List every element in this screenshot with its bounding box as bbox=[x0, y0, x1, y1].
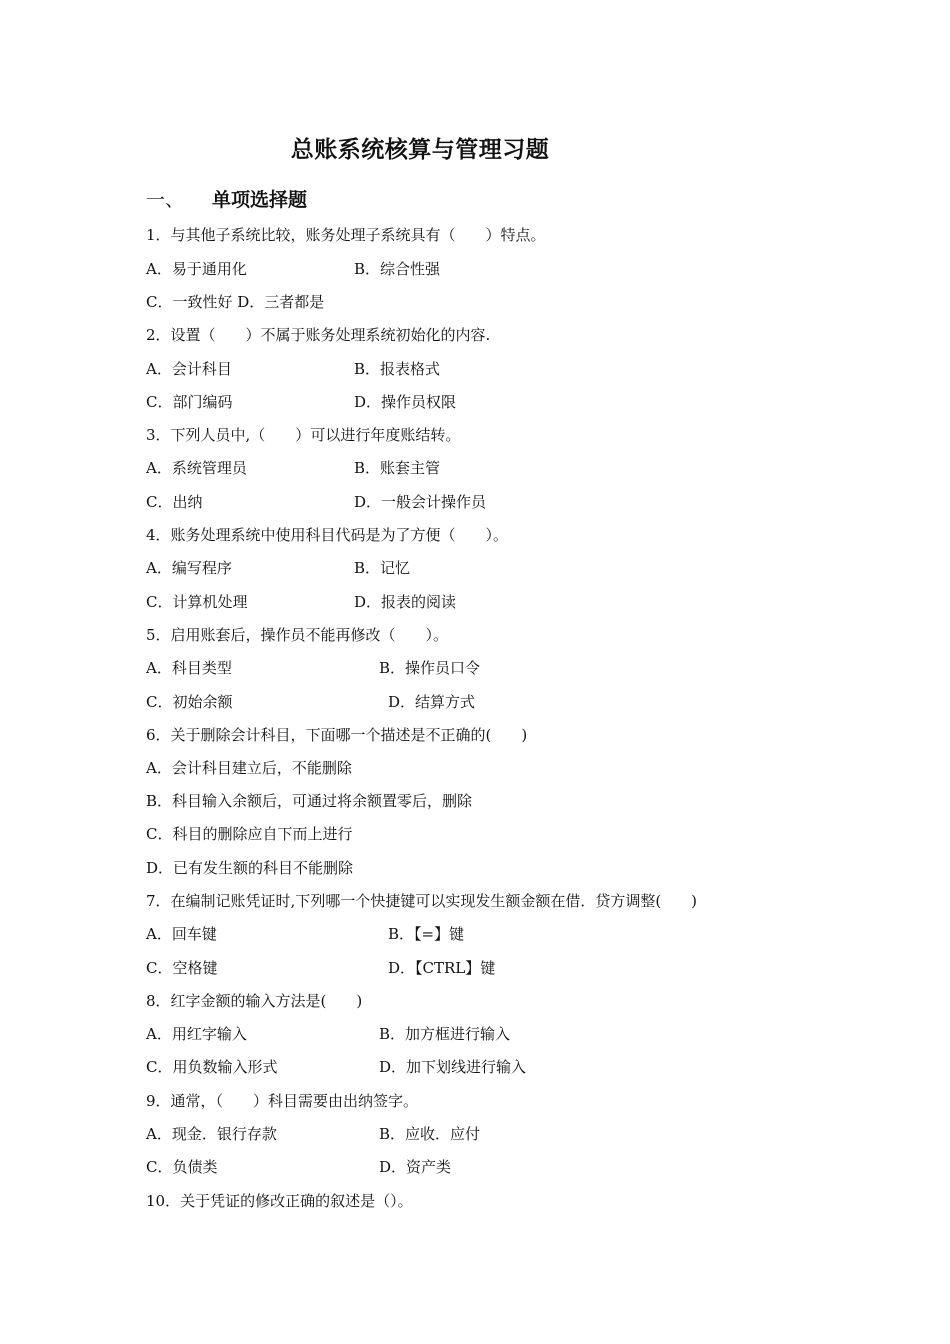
question-8-option-a: A．用红字输入 bbox=[146, 1025, 247, 1043]
question-7-option-a: A．回车键 bbox=[146, 925, 217, 943]
section-heading bbox=[146, 186, 307, 214]
page-title: 总账系统核算与管理习题 bbox=[290, 137, 550, 163]
section-title: 单项选择题 bbox=[212, 189, 308, 211]
question-4-stem: 4．账务处理系统中使用科目代码是为了方便（ ）。 bbox=[146, 526, 509, 544]
question-9-options-row-2 bbox=[146, 1155, 451, 1179]
question-7-option-d: D．【CTRL】键 bbox=[388, 959, 496, 977]
question-7-options-row-1 bbox=[146, 922, 464, 946]
question-7-options-row-2 bbox=[146, 956, 495, 980]
question-5-option-a: A．科目类型 bbox=[146, 659, 232, 677]
question-9-option-a: A．现金．银行存款 bbox=[146, 1125, 277, 1143]
question-8-option-c: C．用负数输入形式 bbox=[146, 1058, 278, 1076]
question-1-option-b: B．综合性强 bbox=[354, 260, 441, 278]
question-1-stem: 1．与其他子系统比较，账务处理子系统具有（ ）特点。 bbox=[146, 226, 546, 244]
question-8-option-d: D．加下划线进行输入 bbox=[379, 1058, 527, 1076]
question-4-options-row-2 bbox=[146, 590, 456, 614]
question-4-options-row-1 bbox=[146, 556, 410, 580]
question-5-option-c: C．初始余额 bbox=[146, 693, 233, 711]
question-8-options-row-1 bbox=[146, 1022, 510, 1046]
question-3-options-row-2 bbox=[146, 490, 486, 514]
question-5-options-row-1 bbox=[146, 656, 480, 680]
question-3-option-b: B．账套主管 bbox=[354, 459, 441, 477]
question-3-option-a: A．系统管理员 bbox=[146, 459, 247, 477]
question-3-option-c: C．出纳 bbox=[146, 493, 203, 511]
question-2-stem: 2．设置（ ）不属于账务处理系统初始化的内容. bbox=[146, 326, 491, 344]
question-2-option-a: A．会计科目 bbox=[146, 360, 232, 378]
section-number: 一、 bbox=[146, 189, 185, 211]
question-7-stem: 7．在编制记账凭证时,下列哪一个快捷键可以实现发生额金额在借．贷方调整( ) bbox=[146, 892, 698, 910]
question-6-stem: 6．关于删除会计科目，下面哪一个描述是不正确的( ) bbox=[146, 726, 528, 744]
question-6-option-d: D．已有发生额的科目不能删除 bbox=[146, 859, 354, 877]
question-6-option-a: A．会计科目建立后，不能删除 bbox=[146, 759, 352, 777]
question-2-option-c: C．部门编码 bbox=[146, 393, 233, 411]
question-1-option-cd: C．一致性好 D．三者都是 bbox=[146, 293, 325, 311]
question-1-option-a: A．易于通用化 bbox=[146, 260, 247, 278]
question-4-option-c: C．计算机处理 bbox=[146, 593, 248, 611]
question-8-stem: 8．红字金额的输入方法是( ) bbox=[146, 992, 363, 1010]
question-5-stem: 5．启用账套后，操作员不能再修改（ ）。 bbox=[146, 626, 449, 644]
question-10-stem: 10．关于凭证的修改正确的叙述是（）。 bbox=[146, 1192, 413, 1210]
question-2-options-row-1 bbox=[146, 357, 440, 381]
question-7-option-c: C．空格键 bbox=[146, 959, 218, 977]
question-2-options-row-2 bbox=[146, 390, 456, 414]
question-2-option-d: D．操作员权限 bbox=[354, 393, 457, 411]
question-9-option-c: C．负债类 bbox=[146, 1158, 218, 1176]
question-2-option-b: B．报表格式 bbox=[354, 360, 441, 378]
question-9-options-row-1 bbox=[146, 1122, 480, 1146]
question-4-option-b: B．记忆 bbox=[354, 559, 411, 577]
question-3-stem: 3．下列人员中,（ ）可以进行年度账结转。 bbox=[146, 426, 461, 444]
question-9-option-d: D．资产类 bbox=[379, 1158, 452, 1176]
question-8-option-b: B．加方框进行输入 bbox=[379, 1025, 511, 1043]
question-5-options-row-2 bbox=[146, 690, 475, 714]
question-1-options-row-2 bbox=[146, 290, 324, 314]
question-3-options-row-1 bbox=[146, 456, 440, 480]
question-7-option-b: B．【=】键 bbox=[388, 925, 465, 943]
question-1-options-row-1 bbox=[146, 257, 440, 281]
question-5-option-d: D．结算方式 bbox=[388, 693, 476, 711]
question-9-option-b: B．应收．应付 bbox=[379, 1125, 481, 1143]
question-5-option-b: B．操作员口令 bbox=[379, 659, 481, 677]
question-8-options-row-2 bbox=[146, 1055, 526, 1079]
question-4-option-a: A．编写程序 bbox=[146, 559, 232, 577]
question-4-option-d: D．报表的阅读 bbox=[354, 593, 457, 611]
question-9-stem: 9．通常，（ ）科目需要由出纳签字。 bbox=[146, 1092, 419, 1110]
question-3-option-d: D．一般会计操作员 bbox=[354, 493, 487, 511]
question-6-option-b: B．科目输入余额后，可通过将余额置零后，删除 bbox=[146, 792, 473, 810]
question-6-option-c: C．科目的删除应自下而上进行 bbox=[146, 825, 353, 843]
